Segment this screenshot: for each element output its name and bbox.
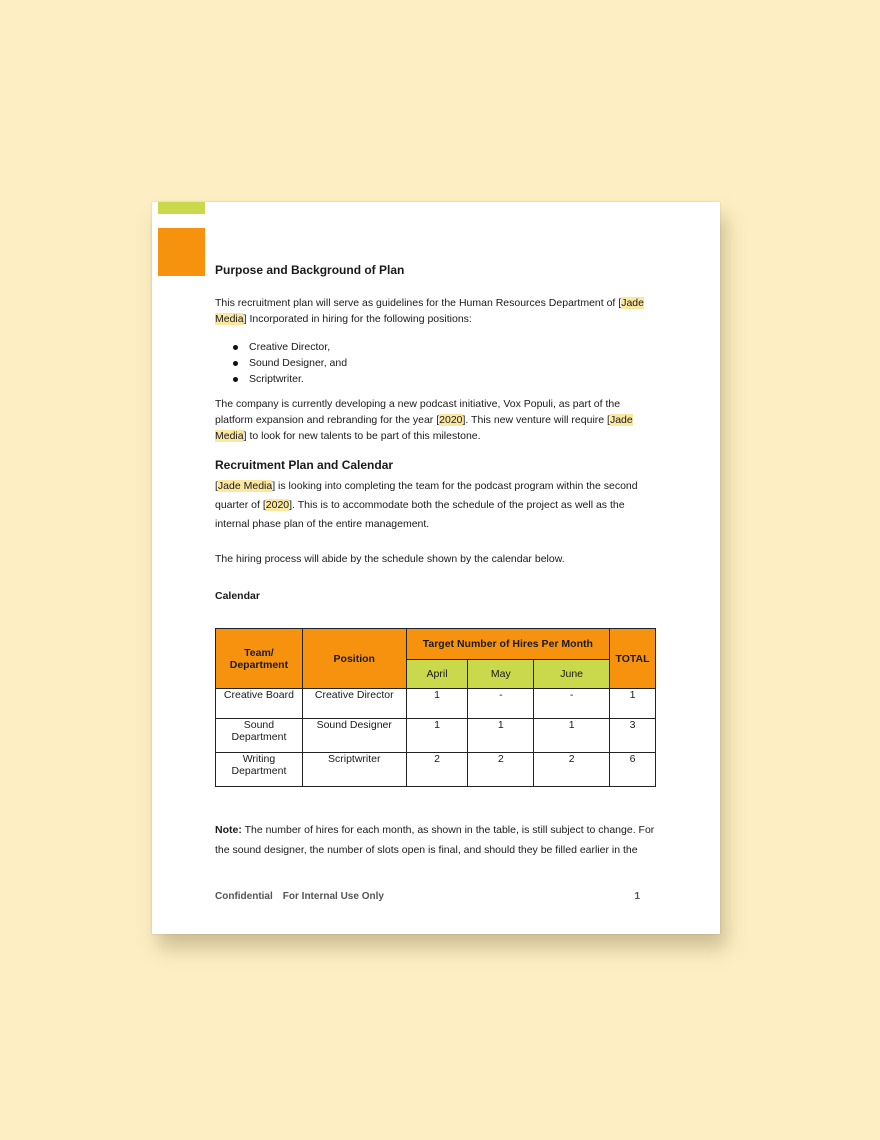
cell-position: Creative Director bbox=[302, 689, 406, 719]
cell-may: 1 bbox=[468, 719, 534, 753]
cell-total: 3 bbox=[610, 719, 656, 753]
decorative-green-bar bbox=[158, 202, 205, 214]
cell-total: 6 bbox=[610, 753, 656, 787]
cell-team: Creative Board bbox=[216, 689, 303, 719]
positions-list bbox=[233, 339, 347, 387]
header-position: Position bbox=[302, 629, 406, 689]
cell-position: Scriptwriter bbox=[302, 753, 406, 787]
list-item: Scriptwriter. bbox=[233, 371, 347, 387]
cell-april: 2 bbox=[406, 753, 468, 787]
recruitment-paragraph: [Jade Media] is looking into completing the team for the podcast program within the second quarter of [2020]. This is to accommodate both the schedule of the project as well as the internal phase plan of the entire management. bbox=[215, 480, 638, 530]
company-placeholder: Jade Media bbox=[215, 414, 633, 442]
background-paragraph: The company is currently developing a new podcast initiative, Vox Populi, as part of the platform expansion and rebranding for the year [2020]. This new venture will require [Jade Media] to look for new talents to be part of this milestone. bbox=[215, 398, 633, 442]
cell-april: 1 bbox=[406, 689, 468, 719]
header-team: Team/ Department bbox=[216, 629, 303, 689]
table-row bbox=[216, 689, 656, 719]
cell-april: 1 bbox=[406, 719, 468, 753]
calendar-label: Calendar bbox=[215, 590, 260, 602]
cell-team: Sound Department bbox=[216, 719, 303, 753]
cell-total: 1 bbox=[610, 689, 656, 719]
table-row bbox=[216, 719, 656, 753]
header-total: TOTAL bbox=[610, 629, 656, 689]
footer-internal: For Internal Use Only bbox=[282, 891, 384, 902]
decorative-orange-block bbox=[158, 228, 205, 276]
company-placeholder: Jade Media bbox=[215, 297, 644, 325]
note-paragraph: Note: The number of hires for each month, as shown in the table, is still subject to change. For the sound designer, the number of slots open is final, and should they be filled earlier in the bbox=[215, 824, 655, 856]
year-placeholder: 2020 bbox=[439, 414, 463, 426]
cell-june: 1 bbox=[534, 719, 610, 753]
cell-june: - bbox=[534, 689, 610, 719]
header-target: Target Number of Hires Per Month bbox=[406, 629, 609, 660]
cell-position: Sound Designer bbox=[302, 719, 406, 753]
intro-paragraph: This recruitment plan will serve as guidelines for the Human Resources Department of [Jade Media] Incorporated in hiring for the following positions: bbox=[215, 297, 644, 325]
page-number: 1 bbox=[634, 891, 640, 902]
footer-confidential: Confidential bbox=[215, 891, 273, 902]
cell-may: - bbox=[468, 689, 534, 719]
section-title-purpose: Purpose and Background of Plan bbox=[215, 263, 405, 277]
cell-may: 2 bbox=[468, 753, 534, 787]
cell-june: 2 bbox=[534, 753, 610, 787]
company-placeholder: Jade Media bbox=[217, 480, 273, 492]
document-page bbox=[152, 202, 720, 934]
note-label: Note: bbox=[215, 824, 242, 836]
year-placeholder: 2020 bbox=[265, 499, 290, 511]
page-footer bbox=[215, 891, 640, 902]
header-month: April bbox=[406, 660, 468, 689]
header-month: May bbox=[468, 660, 534, 689]
section-title-recruitment: Recruitment Plan and Calendar bbox=[215, 458, 394, 472]
hiring-process-paragraph: The hiring process will abide by the schedule shown by the calendar below. bbox=[215, 553, 565, 565]
header-month: June bbox=[534, 660, 610, 689]
list-item: Creative Director, bbox=[233, 339, 347, 355]
cell-team: Writing Department bbox=[216, 753, 303, 787]
calendar-table bbox=[215, 628, 656, 787]
table-row bbox=[216, 753, 656, 787]
list-item: Sound Designer, and bbox=[233, 355, 347, 371]
